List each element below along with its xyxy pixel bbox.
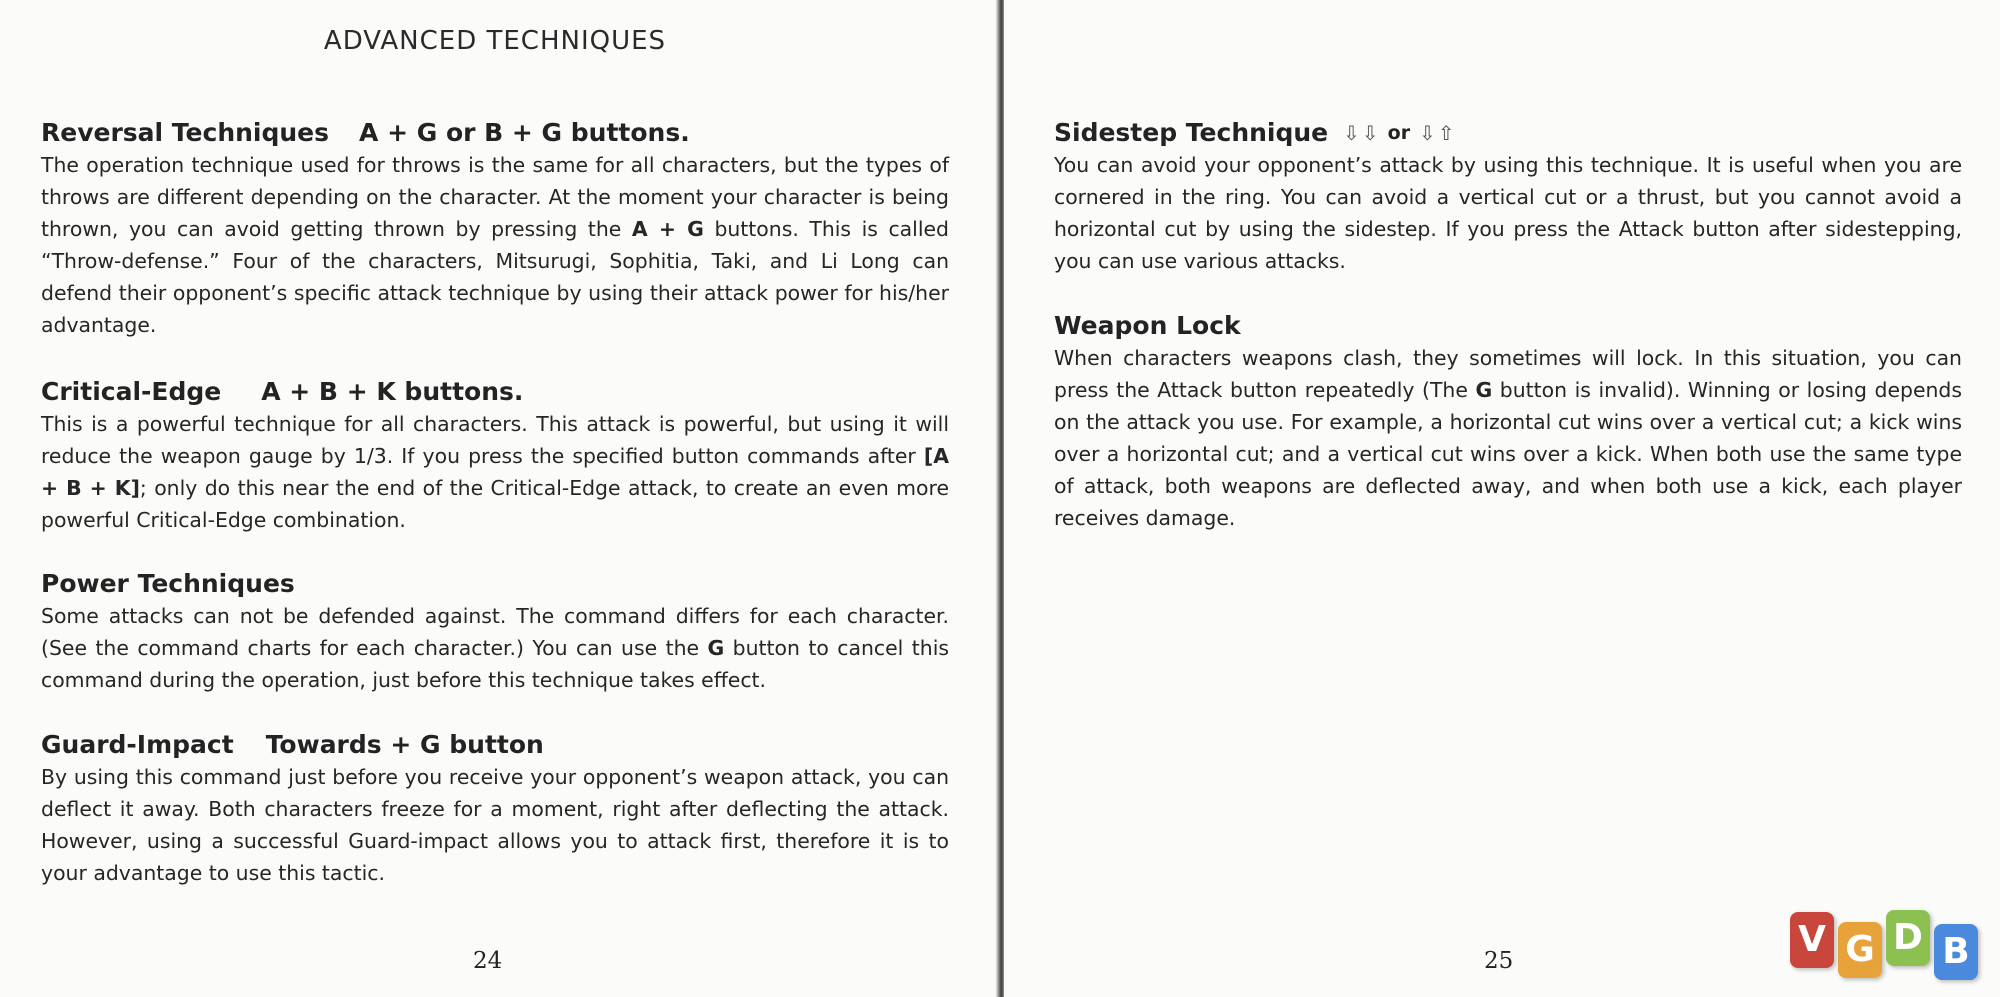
sidestep-command <box>1342 121 1456 145</box>
section-title: Sidestep Technique <box>1054 118 1329 147</box>
section-body: When characters weapons clash, they sometimes will lock. In this situation, you can press the Attack button repeatedly (The G button is invalid). Winning or losing depends on the attack you use. For example, a horizontal cut wins over a vertical cut; a kick wins over a horizontal cut; and a vertical cut wins over a kick. When both use the same type of attack, both weapons are deflected away, and when both use a kick, each player receives damage. <box>1054 346 1962 530</box>
logo-tile-b: B <box>1934 924 1978 980</box>
section-command: A + G or B + G buttons. <box>359 118 690 147</box>
bold-command: [A + B + K] <box>41 444 949 500</box>
down-arrow-icon: ⇩ <box>1419 120 1436 145</box>
section-command: A + B + K buttons. <box>261 377 524 406</box>
section-title: Power Techniques <box>41 569 295 598</box>
bold-command: G <box>707 636 725 660</box>
section-body: This is a powerful technique for all characters. This attack is powerful, but using it will reduce the weapon gauge by 1/3. If you press the specified button commands after [A + B + K]; only do this near the end of the Critical-Edge attack, to create an even more powerful Critical-Edge combination. <box>41 412 949 532</box>
page-header-title: ADVANCED TECHNIQUES <box>323 26 667 56</box>
section-weapon-lock <box>1054 311 1962 534</box>
section-guard-impact <box>41 730 949 889</box>
page-number: 24 <box>473 948 503 974</box>
logo-tile-d: D <box>1886 910 1930 966</box>
section-title: Critical-Edge <box>41 377 222 406</box>
section-body: The operation technique used for throws is the same for all characters, but the types of throws are different depending on the character. At the moment your character is being thrown, you can avoid getting thrown by pressing the A + G buttons. This is called “Throw-defense.” Four of the characters, Mitsurugi, Sophitia, Taki, and Li Long can defend their opponent’s specific attack technique by using their attack power for his/her advantage. <box>41 153 949 337</box>
section-body: By using this command just before you receive your opponent’s weapon attack, you can deflect it away. Both characters freeze for a moment, right after deflecting the attack. However, using a successful Guard-impact allows you to attack first, therefore it is to your advantage to use this tactic. <box>41 765 949 885</box>
section-sidestep-technique <box>1054 118 1962 277</box>
page-number: 25 <box>1484 948 1514 974</box>
section-power-techniques <box>41 569 949 696</box>
section-body: Some attacks can not be defended against. The command differs for each character. (See the command charts for each character.) You can use the G button to cancel this command during the operation, just before this technique takes effect. <box>41 604 949 692</box>
down-arrow-icon: ⇩ <box>1343 120 1360 145</box>
logo-tile-g: G <box>1838 922 1882 978</box>
section-title: Guard-Impact <box>41 730 234 759</box>
section-reversal-techniques <box>41 118 949 341</box>
section-command: Towards + G button <box>265 730 544 759</box>
section-critical-edge <box>41 377 949 536</box>
or-label: or <box>1387 121 1411 144</box>
bold-command: A + G <box>631 217 704 241</box>
section-title: Weapon Lock <box>1054 311 1241 340</box>
bold-command: G <box>1475 378 1493 402</box>
right-page <box>1004 0 2000 997</box>
logo-tile-v: V <box>1790 912 1834 968</box>
down-arrow-icon: ⇩ <box>1361 120 1379 145</box>
vgdb-logo <box>1790 910 1990 990</box>
section-body: You can avoid your opponent’s attack by using this technique. It is useful when you are cornered in the ring. You can avoid a vertical cut or a thrust, but you cannot avoid a horizontal cut by using the sidestep. If you press the Attack button after sidestepping, you can use various attacks. <box>1054 153 1962 273</box>
up-arrow-icon: ⇧ <box>1437 120 1455 145</box>
section-title: Reversal Techniques <box>41 118 330 147</box>
